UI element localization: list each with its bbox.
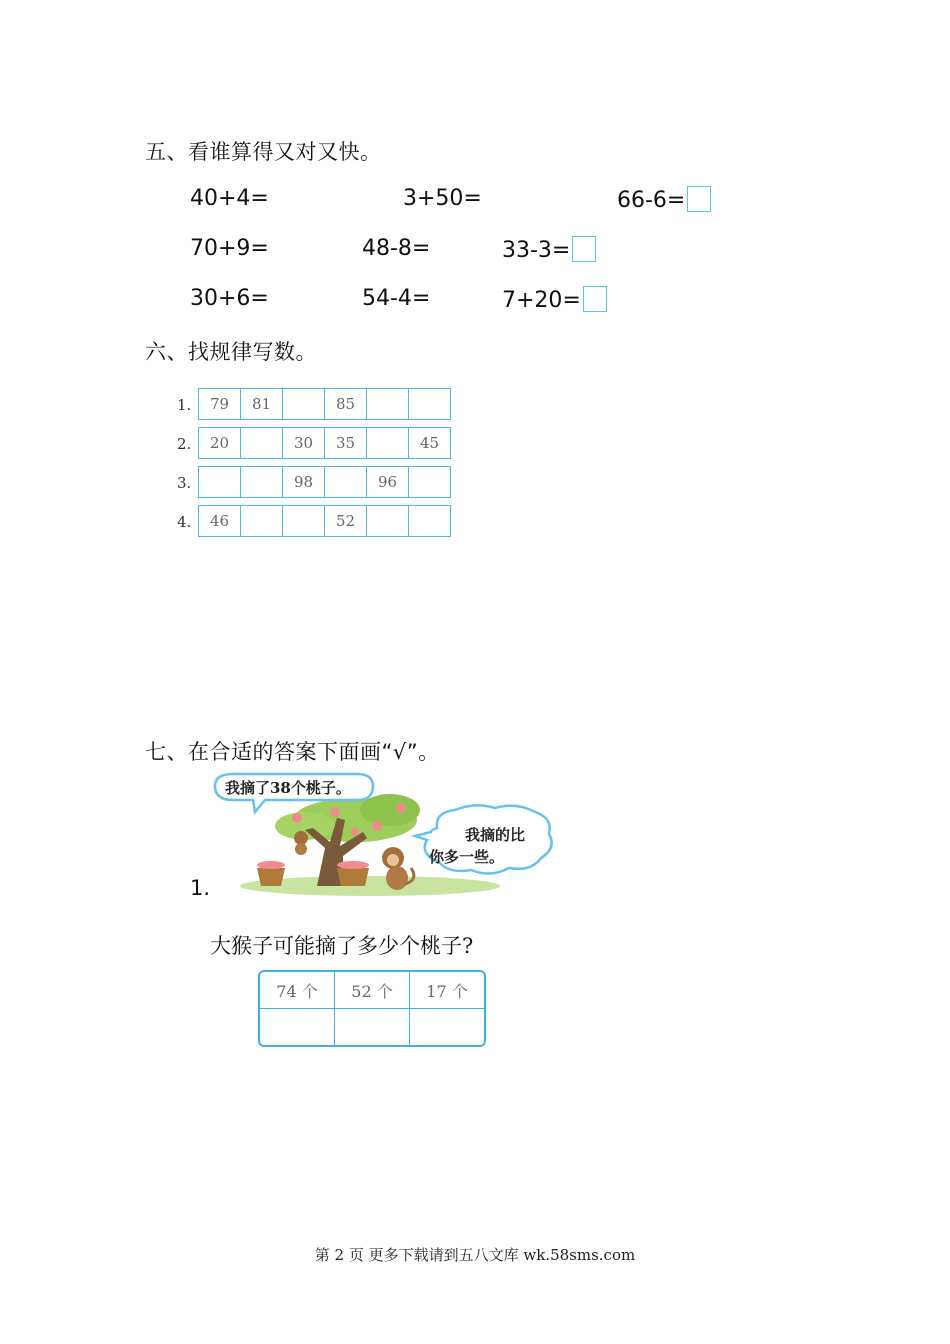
grid-cell: 35 — [325, 428, 367, 459]
equation: 40+4= — [190, 186, 269, 211]
bubble-right-line2: 你多一些。 — [429, 848, 505, 866]
monkeys-tree-illustration — [205, 768, 560, 898]
grid-cell: 20 — [199, 428, 241, 459]
grid-cell: 85 — [325, 389, 367, 420]
section-5-heading: 五、看谁算得又对又快。 — [145, 140, 382, 164]
sequence-grid-1 — [198, 388, 451, 420]
grid-cell-blank[interactable] — [409, 389, 451, 420]
grid-cell: 45 — [409, 428, 451, 459]
page-footer: 第 2 页 更多下载请到五八文库 wk.58sms.com — [314, 1246, 636, 1264]
grid-cell-blank[interactable] — [367, 506, 409, 537]
sequence-grid-2 — [198, 427, 451, 459]
equation-text: 33-3= — [502, 238, 571, 263]
sequence-grid-4 — [198, 505, 451, 537]
question-text: 大猴子可能摘了多少个桃子? — [210, 934, 474, 958]
grid-cell: 98 — [283, 467, 325, 498]
equation-text: 7+20= — [502, 288, 581, 313]
equation-with-box — [502, 286, 607, 313]
answer-box[interactable] — [583, 286, 607, 312]
equation-text: 66-6= — [617, 188, 686, 213]
question-number: 1. — [190, 876, 211, 900]
row-label: 1. — [177, 396, 192, 414]
equation: 30+6= — [190, 286, 269, 311]
answer-box[interactable] — [687, 186, 711, 212]
section-6-heading: 六、找规律写数。 — [145, 340, 317, 364]
grid-cell-blank[interactable] — [409, 506, 451, 537]
equation-with-box — [502, 236, 596, 263]
grid-cell-blank[interactable] — [409, 467, 451, 498]
grid-cell-blank[interactable] — [367, 389, 409, 420]
choice-label: 74 个 — [260, 972, 335, 1009]
grid-cell: 52 — [325, 506, 367, 537]
answer-box[interactable] — [572, 236, 596, 262]
grid-cell: 96 — [367, 467, 409, 498]
grid-cell: 46 — [199, 506, 241, 537]
grid-cell-blank[interactable] — [241, 467, 283, 498]
grid-cell-blank[interactable] — [367, 428, 409, 459]
grid-cell-blank[interactable] — [199, 467, 241, 498]
grid-cell: 81 — [241, 389, 283, 420]
grid-cell-blank[interactable] — [241, 506, 283, 537]
grid-cell-blank[interactable] — [283, 506, 325, 537]
grid-cell-blank[interactable] — [283, 389, 325, 420]
answer-choices-table — [258, 970, 486, 1047]
sequence-grid-3 — [198, 466, 451, 498]
bubble-left-text: 我摘了38个桃子。 — [225, 779, 351, 797]
equation: 54-4= — [362, 286, 431, 311]
section-7-heading: 七、在合适的答案下面画“√”。 — [145, 740, 440, 764]
choice-label: 52 个 — [335, 972, 410, 1009]
row-label: 2. — [177, 435, 192, 453]
grid-cell-blank[interactable] — [325, 467, 367, 498]
choice-label: 17 个 — [410, 972, 485, 1009]
equation: 3+50= — [403, 186, 482, 211]
row-label: 3. — [177, 474, 192, 492]
choice-check-cell[interactable] — [410, 1009, 485, 1046]
bubble-right-line1: 我摘的比 — [465, 826, 526, 844]
equation: 48-8= — [362, 236, 431, 261]
row-label: 4. — [177, 513, 192, 531]
equation: 70+9= — [190, 236, 269, 261]
grid-cell: 79 — [199, 389, 241, 420]
choice-check-cell[interactable] — [335, 1009, 410, 1046]
grid-cell: 30 — [283, 428, 325, 459]
grid-cell-blank[interactable] — [241, 428, 283, 459]
choice-check-cell[interactable] — [260, 1009, 335, 1046]
equation-with-box — [617, 186, 711, 213]
